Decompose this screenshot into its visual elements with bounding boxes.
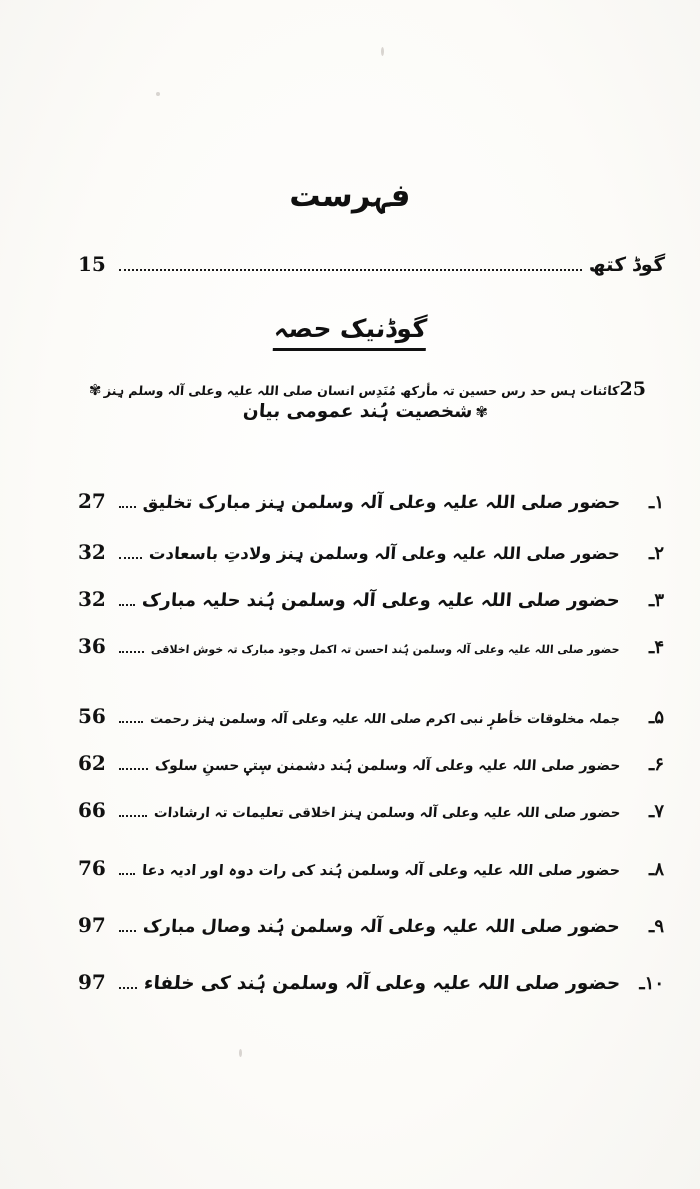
dot-leader: [119, 651, 144, 653]
toc-entry-row[interactable]: [78, 634, 664, 660]
entry-page-number[interactable]: 36: [78, 634, 106, 658]
part-intro-text-line-1: کائنات ہس حد رس حسین تہ مأرکھ مُنَدِس انسان صلی اللہ علیہ وعلی آلہ وسلم ہِنز: [103, 383, 621, 398]
entry-page-number[interactable]: 62: [78, 751, 106, 775]
entry-number: ۳ـ: [649, 590, 664, 611]
entry-title: حضور صلی اللہ علیہ وعلی آلہ وسلمن ہِنز اخلاقی تعلیمات تہ ارشادات: [153, 805, 621, 821]
dot-leader: [119, 269, 582, 271]
dot-leader: [119, 721, 143, 723]
entry-number: ۲ـ: [649, 543, 664, 564]
dot-leader: [119, 873, 135, 875]
entry-page-number[interactable]: 32: [78, 540, 106, 564]
entry-page-number[interactable]: 56: [78, 704, 106, 728]
entry-page-number[interactable]: 76: [78, 856, 106, 880]
dot-leader: [119, 930, 136, 932]
part-heading: [0, 313, 700, 351]
entry-number: ۴ـ: [649, 637, 664, 658]
entry-number: ۵ـ: [649, 707, 664, 728]
entry-page-number[interactable]: 27: [78, 489, 106, 513]
entry-title: حضور صلی اللہ علیہ وعلی آلہ وسلمن ہُند احسن تہ اکمل وجود مبارک تہ خوش اخلاقی: [151, 643, 621, 656]
flower-ornament-icon: ✾: [475, 403, 488, 421]
part-intro-line-1: [78, 378, 656, 400]
entry-title: حضور صلی اللہ علیہ وعلی آلہ وسلمن ہُند کی رات دوہ اور ادیہ دعا: [141, 863, 621, 879]
dot-leader: [119, 604, 135, 606]
dot-leader: [119, 768, 148, 770]
dot-leader: [119, 506, 136, 508]
toc-entry-row[interactable]: [78, 798, 664, 824]
toc-entry-row[interactable]: [78, 970, 664, 996]
entry-title: حضور صلی اللہ علیہ وعلی آلہ وسلمن ہُند کی خلفاء: [143, 973, 621, 994]
entry-page-number[interactable]: 97: [78, 913, 106, 937]
toc-entry-preface[interactable]: [78, 252, 664, 278]
entry-number: ۷ـ: [649, 801, 664, 822]
toc-entry-row[interactable]: [78, 704, 664, 730]
preface-page-number[interactable]: 15: [78, 252, 106, 276]
part-intro-page-number[interactable]: 25: [619, 378, 646, 400]
entry-title: حضور صلی اللہ علیہ وعلی آلہ وسلمن ہُند وصال مبارک: [142, 917, 621, 937]
entry-title: حضور صلی اللہ علیہ وعلی آلہ وسلمن ہِنز ولادتِ باسعادت: [148, 544, 621, 563]
toc-entry-row[interactable]: [78, 587, 664, 613]
toc-entry-row[interactable]: [78, 540, 664, 566]
page-title: فہرست: [288, 178, 412, 214]
entry-number: ۱ـ: [649, 492, 664, 513]
dot-leader: [119, 815, 147, 817]
part-intro: [78, 378, 656, 425]
scan-speck: [381, 47, 384, 56]
entry-page-number[interactable]: 32: [78, 587, 106, 611]
toc-entry-row[interactable]: [78, 856, 664, 882]
toc-entry-row[interactable]: [78, 489, 664, 515]
toc-entry-row[interactable]: [78, 913, 664, 939]
entry-number: ۸ـ: [649, 859, 664, 880]
entry-title: حضور صلی اللہ علیہ وعلی آلہ وسلمن ہُند دشمنن سٕتؠ حسنِ سلوک: [154, 758, 621, 774]
dot-leader: [119, 987, 137, 989]
entry-page-number[interactable]: 66: [78, 798, 106, 822]
entry-title: حضور صلی اللہ علیہ وعلی آلہ وسلمن ہُند حلیہ مبارک: [141, 590, 621, 611]
entry-title: حضور صلی اللہ علیہ وعلی آلہ وسلمن ہِنز مبارک تخلیق: [142, 493, 621, 513]
part-intro-text-line-2: شخصیت ہُند عمومی بیان: [242, 401, 474, 422]
part-intro-line-2: [78, 400, 656, 425]
flower-ornament-icon: ✾: [88, 381, 102, 399]
scan-speck: [239, 1049, 242, 1057]
entry-number: ۹ـ: [649, 916, 664, 937]
toc-entry-row[interactable]: [78, 751, 664, 777]
part-heading-label: گوڈنیک حصہ: [272, 313, 427, 351]
entry-number: ۶ـ: [649, 754, 664, 775]
dot-leader: [119, 557, 142, 559]
entry-title: جملہ مخلوقات خأطرٕ نبی اکرم صلی اللہ علیہ وعلی آلہ وسلمن ہِنز رحمت: [149, 712, 621, 727]
entry-number: ۱۰ـ: [639, 973, 664, 994]
preface-title: گوڈ کتھ: [587, 253, 665, 276]
scan-speck: [156, 92, 160, 96]
entry-page-number[interactable]: 97: [78, 970, 106, 994]
